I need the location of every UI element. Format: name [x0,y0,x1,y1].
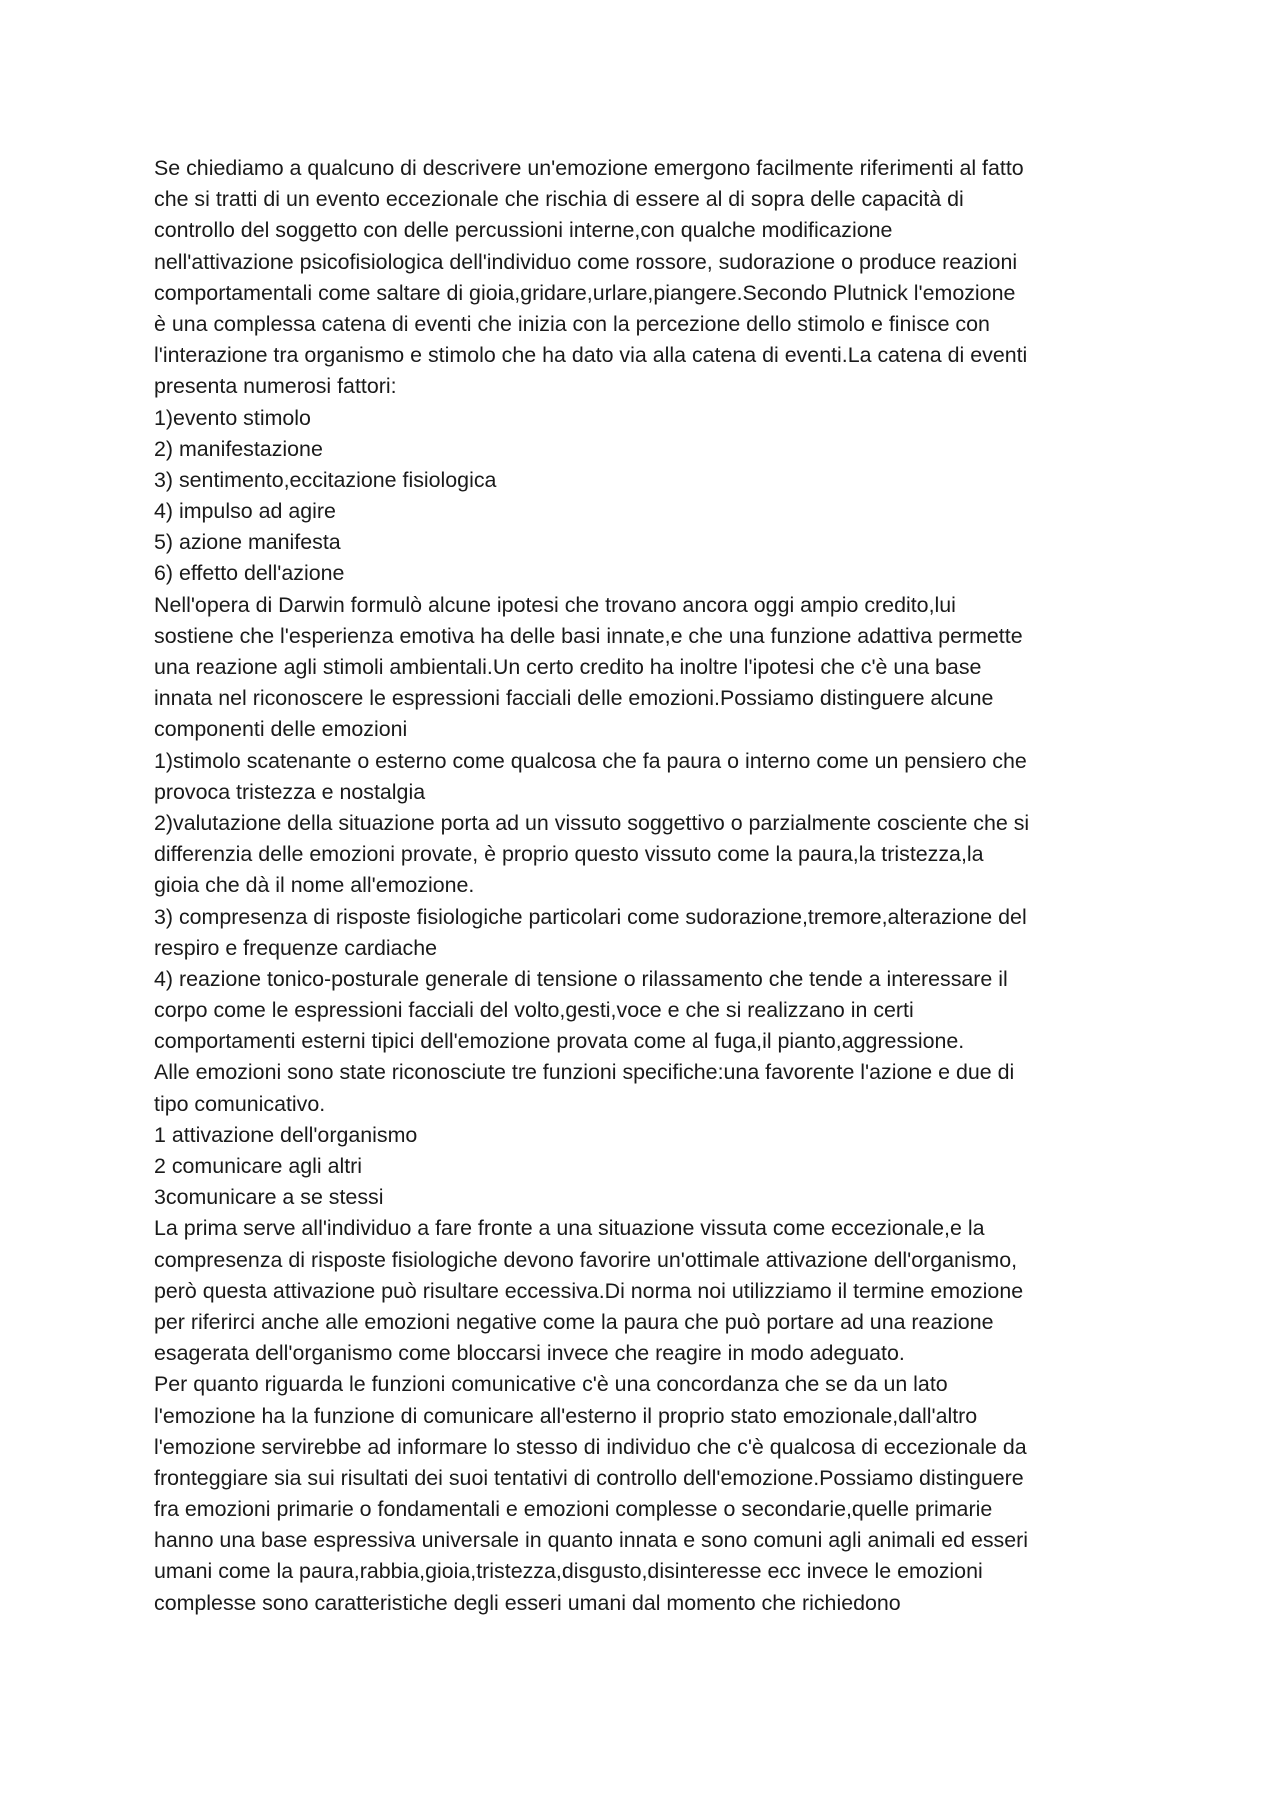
text-line: corpo come le espressioni facciali del volto,gesti,voce e che si realizzano in certi [154,998,914,1023]
text-line: differenzia delle emozioni provate, è proprio questo vissuto come la paura,la tristezza,la [154,842,984,867]
text-line: però questa attivazione può risultare eccessiva.Di norma noi utilizziamo il termine emozione [154,1278,1024,1303]
text-line: comportamenti esterni tipici dell'emozione provata come al fuga,il pianto,aggressione. [154,1029,965,1054]
text-line: che si tratti di un evento eccezionale che rischia di essere al di sopra delle capacità di [154,187,964,212]
text-line: 5) azione manifesta [154,530,341,555]
text-line: esagerata dell'organismo come bloccarsi invece che reagire in modo adeguato. [154,1341,905,1366]
text-line: 3) sentimento,eccitazione fisiologica [154,467,497,492]
text-line: controllo del soggetto con delle percussioni interne,con qualche modificazione [154,218,893,243]
text-line: La prima serve all'individuo a fare fronte a una situazione vissuta come eccezionale,e la [154,1216,985,1241]
text-line: fra emozioni primarie o fondamentali e emozioni complesse o secondarie,quelle primarie [154,1497,993,1522]
text-line: comportamentali come saltare di gioia,gridare,urlare,piangere.Secondo Plutnick l'emozione [154,280,1016,305]
text-line: per riferirci anche alle emozioni negative come la paura che può portare ad una reazione [154,1309,994,1334]
text-line: è una complessa catena di eventi che inizia con la percezione dello stimolo e finisce con [154,311,990,336]
text-line: presenta numerosi fattori: [154,374,397,399]
text-line: gioia che dà il nome all'emozione. [154,873,475,898]
text-line: 6) effetto dell'azione [154,561,345,586]
text-line: 2)valutazione della situazione porta ad un vissuto soggettivo o parzialmente cosciente che si [154,810,1030,835]
text-line: l'emozione servirebbe ad informare lo stesso di individuo che c'è qualcosa di eccezionale da [154,1434,1027,1459]
text-line: 3) compresenza di risposte fisiologiche particolari come sudorazione,tremore,alterazione del [154,904,1027,929]
text-line: 4) impulso ad agire [154,499,336,524]
text-line: umani come la paura,rabbia,gioia,tristezza,disgusto,disinteresse ecc invece le emozioni [154,1559,983,1584]
text-line: Alle emozioni sono state riconosciute tre funzioni specifiche:una favorente l'azione e due di [154,1060,1015,1085]
text-line: respiro e frequenze cardiache [154,935,437,960]
text-line: 1 attivazione dell'organismo [154,1122,418,1147]
text-line: provoca tristezza e nostalgia [154,779,426,804]
text-line: Se chiediamo a qualcuno di descrivere un'emozione emergono facilmente riferimenti al fatto [154,156,1024,180]
text-line: 1)evento stimolo [154,405,311,430]
text-line: componenti delle emozioni [154,717,408,742]
text-line: 3comunicare a se stessi [154,1185,384,1210]
text-line: sostiene che l'esperienza emotiva ha delle basi innate,e che una funzione adattiva permette [154,623,1023,648]
document-body [154,153,1134,1619]
text-line: l'interazione tra organismo e stimolo che ha dato via alla catena di eventi.La catena di eventi [154,343,1028,368]
text-line: 2) manifestazione [154,436,323,461]
text-line: l'emozione ha la funzione di comunicare all'esterno il proprio stato emozionale,dall'altro [154,1403,978,1428]
text-line: hanno una base espressiva universale in quanto innata e sono comuni agli animali ed esseri [154,1528,1029,1553]
text-line: 1)stimolo scatenante o esterno come qualcosa che fa paura o interno come un pensiero che [154,748,1027,773]
text-line: complesse sono caratteristiche degli esseri umani dal momento che richiedono [154,1590,901,1615]
text-line: Per quanto riguarda le funzioni comunicative c'è una concordanza che se da un lato [154,1372,948,1397]
text-line: 4) reazione tonico-posturale generale di tensione o rilassamento che tende a interessare il [154,966,1008,991]
text-line: tipo comunicativo. [154,1091,326,1116]
text-line: una reazione agli stimoli ambientali.Un certo credito ha inoltre l'ipotesi che c'è una base [154,655,982,679]
text-line: fronteggiare sia sui risultati dei suoi tentativi di controllo dell'emozione.Possiamo distinguere [154,1465,1024,1490]
text-line: 2 comunicare agli altri [154,1154,363,1178]
text-line: Nell'opera di Darwin formulò alcune ipotesi che trovano ancora oggi ampio credito,lui [154,592,956,617]
text-line: innata nel riconoscere le espressioni facciali delle emozioni.Possiamo distinguere alcune [154,686,994,711]
text-line: nell'attivazione psicofisiologica dell'individuo come rossore, sudorazione o produce reazioni [154,249,1018,274]
text-line: compresenza di risposte fisiologiche devono favorire un'ottimale attivazione dell'organismo, [154,1247,1018,1272]
